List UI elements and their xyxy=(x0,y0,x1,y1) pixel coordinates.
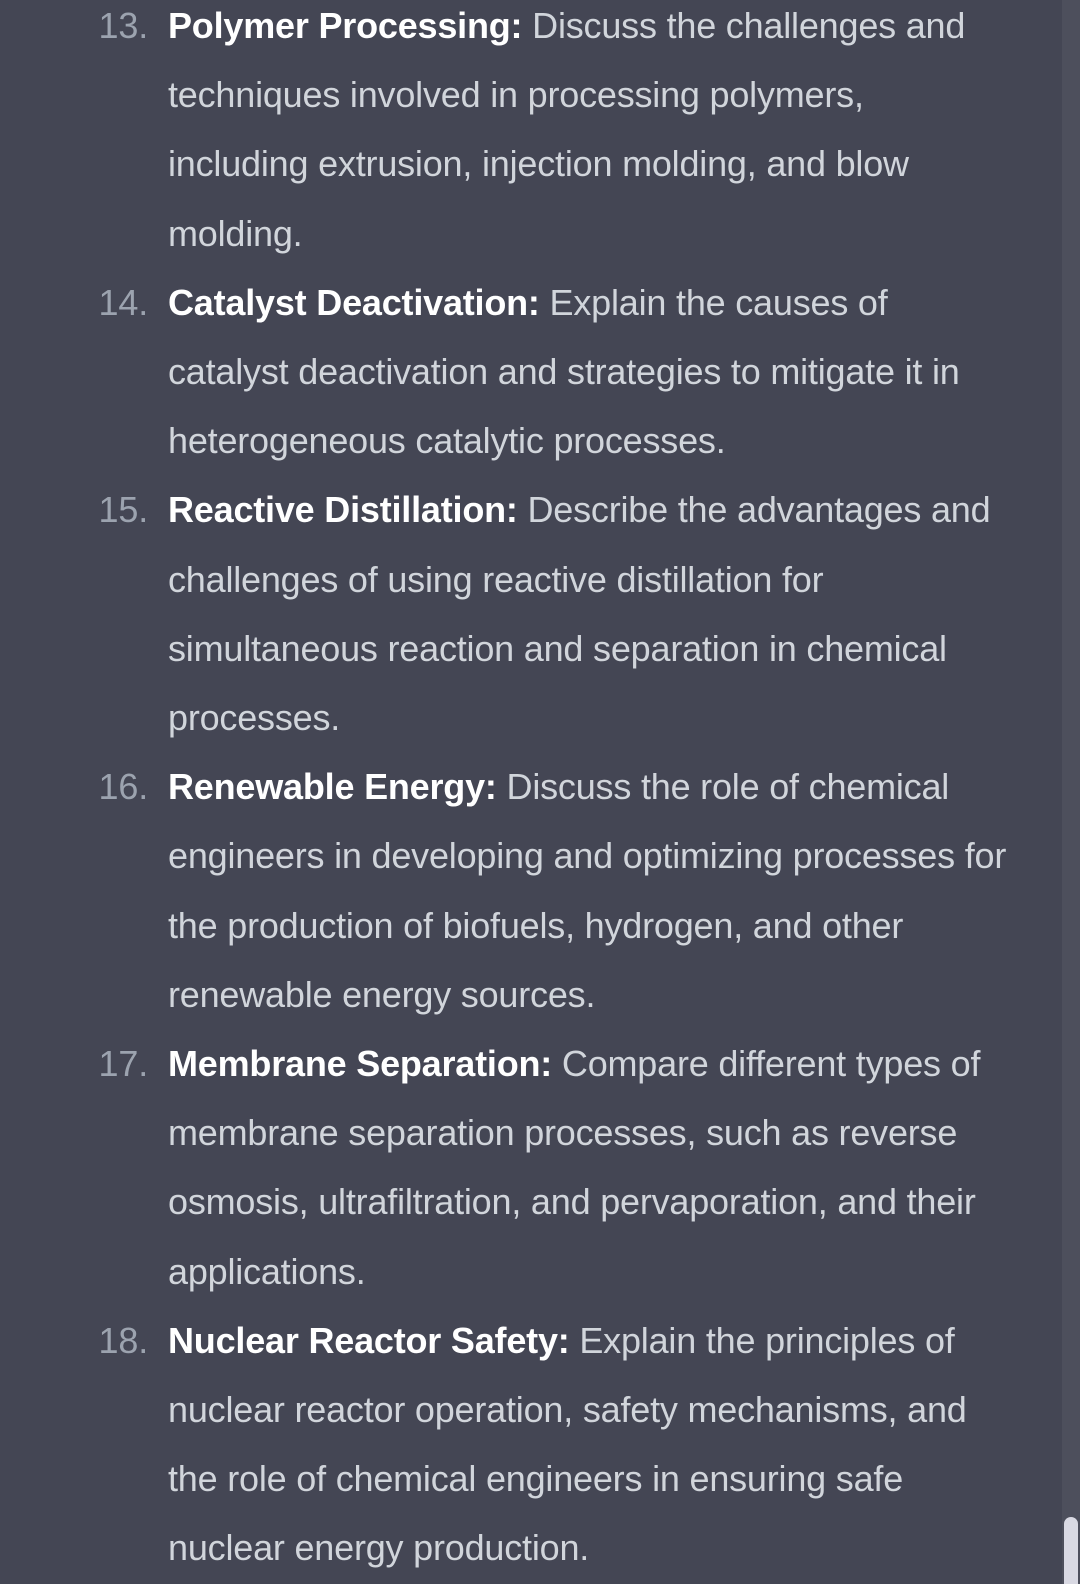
list-item-number: 15. xyxy=(98,489,148,531)
list-item-term: Renewable Energy: xyxy=(168,766,497,808)
list-item-term: Catalyst Deactivation: xyxy=(168,281,540,323)
list-item xyxy=(0,475,1062,752)
list-item xyxy=(0,1306,1062,1583)
list-item-number: 13. xyxy=(98,5,148,46)
list-item-description: Discuss the role of chemical engineers in developing and optimizing processes for the production of biofuels, hydrogen, and other renewable energy sources. xyxy=(168,766,1007,1015)
list-item-number: 18. xyxy=(98,1319,148,1361)
list-item-description: Describe the advantages and challenges of using reactive distillation for simultaneous reaction and separation in chemical processes. xyxy=(168,489,991,739)
list-item-description: Explain the principles of nuclear reactor operation, safety mechanisms, and the role of chemical engineers in ensuring safe nuclear energy production. xyxy=(168,1319,967,1569)
list-item-term: Membrane Separation: xyxy=(168,1043,553,1085)
list-item-term: Polymer Processing: xyxy=(168,5,523,46)
list-item-number: 16. xyxy=(98,766,148,808)
list-item-description: Discuss the challenges and techniques involved in processing polymers, including extrusion, injection molding, and blow molding. xyxy=(168,5,966,254)
list-item-number: 14. xyxy=(98,281,148,323)
list-item-term: Nuclear Reactor Safety: xyxy=(168,1319,570,1361)
list-item xyxy=(0,1029,1062,1306)
list-item-description: Compare different types of membrane separation processes, such as reverse osmosis, ultrafiltration, and pervaporation, and their applications. xyxy=(168,1043,981,1292)
list-item xyxy=(0,752,1062,1029)
list-item-term: Reactive Distillation: xyxy=(168,489,518,531)
list-item xyxy=(0,268,1062,476)
list-item-number: 17. xyxy=(98,1043,148,1085)
scrollbar-thumb[interactable] xyxy=(1064,1517,1078,1584)
list-item xyxy=(0,0,1062,268)
scrollbar-track[interactable] xyxy=(1062,0,1080,1584)
list-item-description: Explain the causes of catalyst deactivation and strategies to mitigate it in heterogeneous catalytic processes. xyxy=(168,281,960,462)
